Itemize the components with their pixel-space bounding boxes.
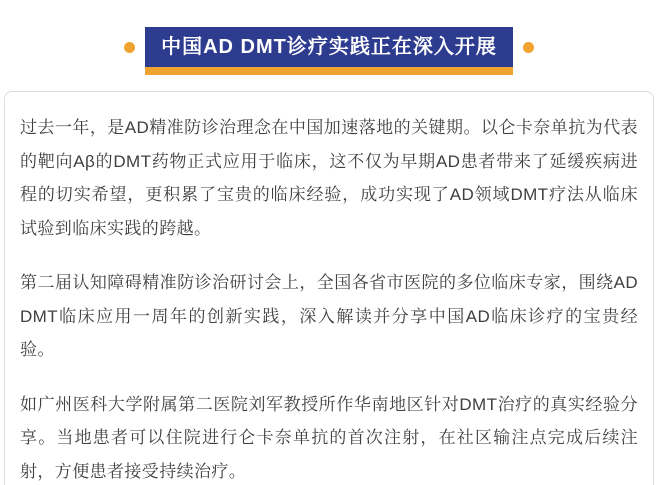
- article-card: [4, 91, 654, 485]
- left-dot-icon: [124, 42, 135, 53]
- banner-title: 中国AD DMT诊疗实践正在深入开展: [145, 27, 513, 67]
- section-banner: [0, 27, 658, 75]
- article-paragraph: 如广州医科大学附属第二医院刘军教授所作华南地区针对DMT治疗的真实经验分享。当地患者可以住院进行仑卡奈单抗的首次注射，在社区输注点完成后续注射，方便患者接受持续治疗。: [20, 394, 638, 481]
- right-dot-icon: [523, 42, 534, 53]
- banner: [145, 27, 513, 75]
- banner-underline: [145, 67, 513, 75]
- article-paragraph: 过去一年，是AD精准防诊治理念在中国加速落地的关键期。以仑卡奈单抗为代表的靶向Aβ的DMT药物正式应用于临床，这不仅为早期AD患者带来了延缓疾病进程的切实希望，更积累了宝贵的临床经验，成功实现了AD领域DMT疗法从临床试验到临床实践的跨越。: [20, 118, 638, 238]
- article-paragraph: 第二届认知障碍精准防诊治研讨会上，全国各省市医院的多位临床专家，围绕AD DMT临床应用一周年的创新实践，深入解读并分享中国AD临床诊疗的宝贵经验。: [20, 273, 638, 359]
